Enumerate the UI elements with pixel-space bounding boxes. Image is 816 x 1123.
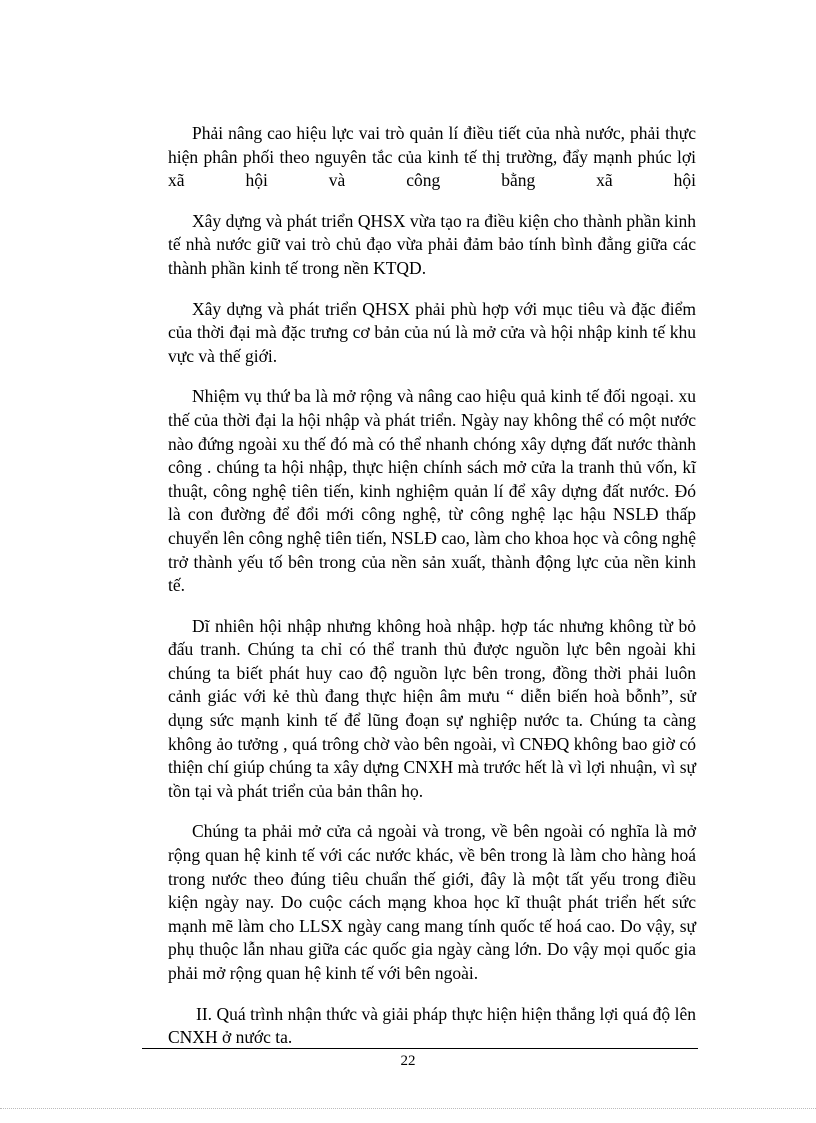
section-heading: II. Quá trình nhận thức và giải pháp thực hiện hiện thắng lợi quá độ lên CNXH ở nước ta.: [168, 1003, 696, 1048]
paragraph-state-management: Phải nâng cao hiệu lực vai trò quản lí điều tiết của nhà nước, phải thực hiện phân phối theo nguyên tắc của kinh tế thị trường, đẩy mạnh phúc lợi xã hội và công bằng xã hội: [168, 123, 696, 191]
paragraph-foreign-economics: Nhiệm vụ thứ ba là mở rộng và nâng cao hiệu quả kinh tế đối ngoại. xu thế của thời đại la hội nhập và phát triển. Ngày nay không thể có một nước nào đứng ngoài xu thế đó mà có thể nhanh chóng xây dựng đất nước thành công . chúng ta hội nhập, thực hiện chính sách mở cửa la tranh thủ vốn, kĩ thuật, công nghệ tiên tiến, kinh nghiệm quản lí để xây dựng đất nước. Đó là con đường để đổi mới công nghệ, từ công nghệ lạc hậu NSLĐ thấp chuyển lên công nghệ tiên tiến, NSLĐ cao, làm cho khoa học và công nghệ trở thành yếu tố bên trong của nền sản xuất, thành động lực của nền kinh tế.: [168, 386, 696, 596]
page-number: 22: [400, 1053, 416, 1069]
paragraph-production-relations: Xây dựng và phát triển QHSX vừa tạo ra điều kiện cho thành phần kinh tế nhà nước giữ vai trò chủ đạo vừa phải đảm bảo tính bình đẳng giữa các thành phần kinh tế trong nền KTQD.: [168, 210, 696, 278]
paragraph-opening: Chúng ta phải mở cửa cả ngoài và trong, về bên ngoài có nghĩa là mở rộng quan hệ kinh tế với các nước khác, về bên trong là làm cho hàng hoá trong nước theo đúng tiêu chuẩn thế giới, đây là một tất yếu trong điều kiện ngày nay. Do cuộc cách mạng khoa học kĩ thuật phát triển hết sức mạnh mẽ làm cho LLSX ngày cang mang tính quốc tế hoá cao. Do vậy, sự phụ thuộc lẫn nhau giữa các quốc gia ngày càng lớn. Do vậy mọi quốc gia phải mở rộng quan hệ kinh tế với bên ngoài.: [168, 821, 696, 983]
page-bottom-edge: [0, 1108, 816, 1109]
paragraph-era-characteristics: Xây dựng và phát triển QHSX phải phù hợp với mục tiêu và đặc điểm của thời đại mà đặc trưng cơ bản của nú là mở cửa và hội nhập kinh tế khu vực và thế giới.: [168, 298, 696, 366]
paragraph-integration: Dĩ nhiên hội nhập nhưng không hoà nhập. hợp tác nhưng không từ bỏ đấu tranh. Chúng ta chỉ có thể tranh thủ được nguồn lực bên ngoài khi chúng ta biết phát huy cao độ nguồn lực bên trong, đồng thời phải luôn cảnh giác với kẻ thù đang thực hiện âm mưu “ diễn biến hoà bỗnh”, sử dụng sức mạnh kinh tế để lũng đoạn sự nghiệp nước ta. Chúng ta càng không ảo tưởng , quá trông chờ vào bên ngoài, vì CNĐQ không bao giờ có thiện chí giúp chúng ta xây dựng CNXH mà trước hết là vì lợi nhuận, vì sự tồn tại và phát triển của bản thân họ.: [168, 615, 696, 801]
footer-rule: [142, 1048, 698, 1049]
page-body: [168, 122, 696, 1067]
